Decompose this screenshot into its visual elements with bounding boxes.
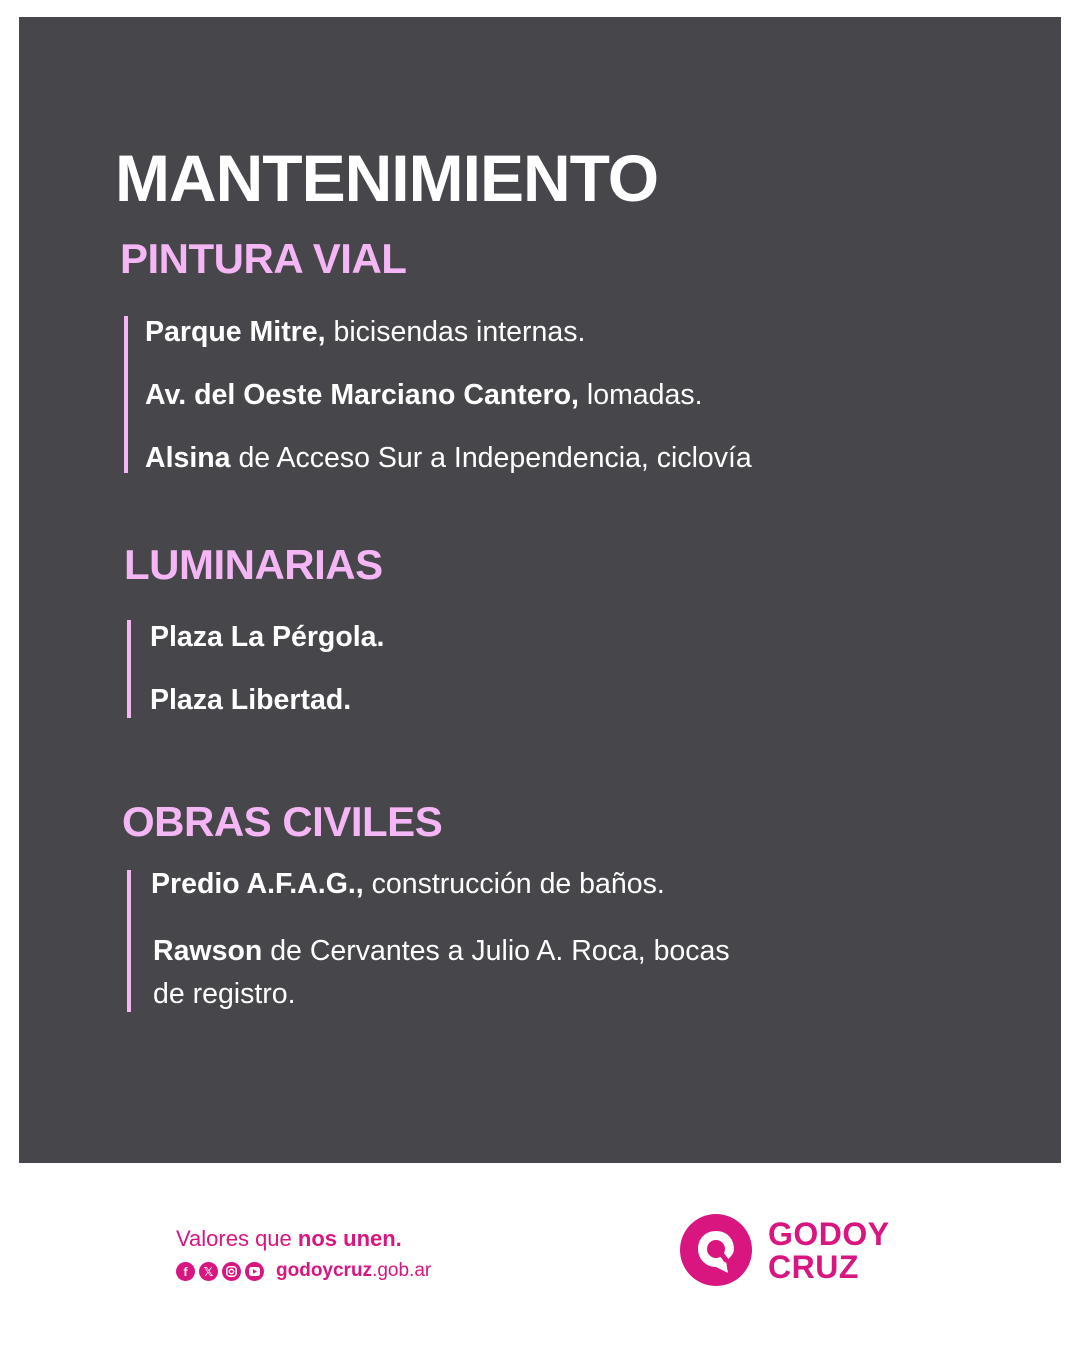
section-title-obras-civiles: OBRAS CIVILES xyxy=(122,798,443,845)
section-divider-bar xyxy=(124,316,128,473)
tagline: Valores que nos unen. xyxy=(176,1226,402,1251)
section-title-luminarias: LUMINARIAS xyxy=(124,541,383,588)
page-title: MANTENIMIENTO xyxy=(115,141,659,215)
list-item: Rawson de Cervantes a Julio A. Roca, bocas xyxy=(153,935,730,967)
facebook-icon[interactable]: f xyxy=(176,1262,195,1281)
brand-name: GODOY CRUZ xyxy=(768,1216,890,1285)
list-item: Alsina de Acceso Sur a Independencia, ciclovía xyxy=(145,442,752,474)
list-item: Parque Mitre, bicisendas internas. xyxy=(145,316,586,348)
list-item: Av. del Oeste Marciano Cantero, lomadas. xyxy=(145,379,703,411)
section-title-pintura-vial: PINTURA VIAL xyxy=(120,235,407,282)
list-item-continuation: de registro. xyxy=(153,978,296,1010)
x-icon[interactable]: 𝕏 xyxy=(199,1262,218,1281)
list-item: Plaza La Pérgola. xyxy=(150,621,385,653)
godoy-cruz-logo-icon xyxy=(680,1214,752,1286)
social-links xyxy=(176,1262,264,1281)
section-divider-bar xyxy=(127,620,131,718)
youtube-icon[interactable] xyxy=(245,1262,264,1281)
website-link[interactable]: godoycruz.gob.ar xyxy=(276,1260,432,1281)
list-item: Plaza Libertad. xyxy=(150,684,352,716)
list-item: Predio A.F.A.G., construcción de baños. xyxy=(151,868,665,900)
instagram-icon[interactable] xyxy=(222,1262,241,1281)
section-divider-bar xyxy=(127,870,131,1012)
